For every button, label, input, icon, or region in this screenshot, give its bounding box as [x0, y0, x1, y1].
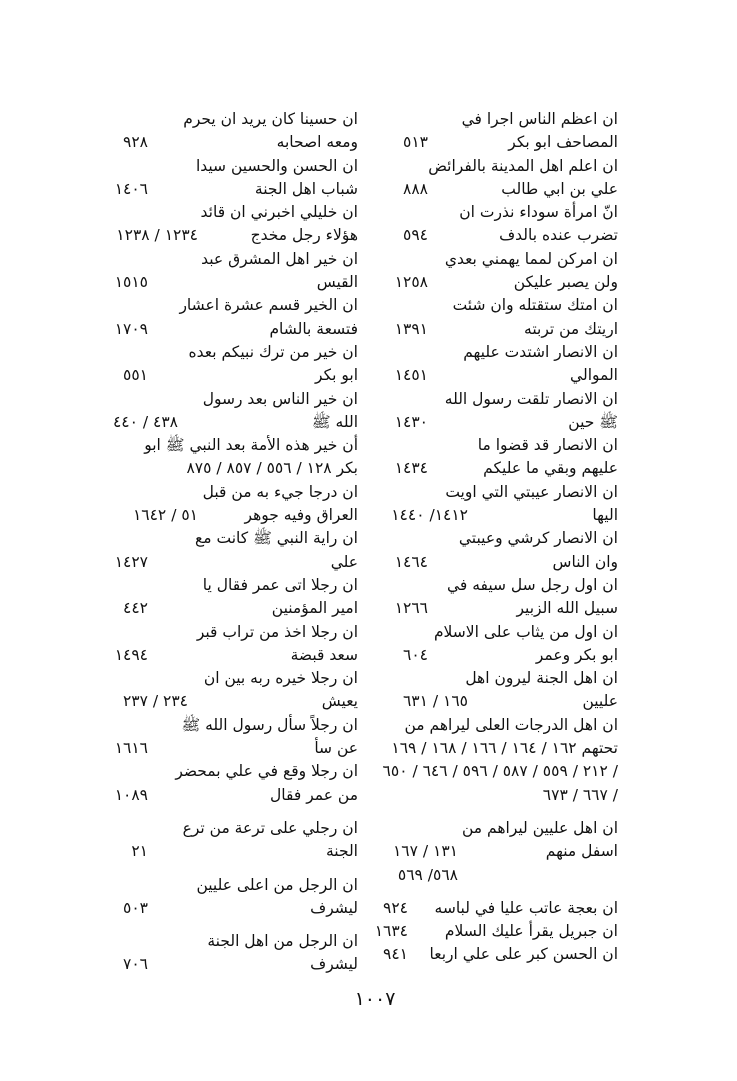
- index-line: [100, 817, 358, 840]
- index-line: [100, 840, 358, 863]
- entry-text: ولن يصبر عليكن: [513, 273, 618, 292]
- index-line: [360, 504, 618, 527]
- index-line: [360, 597, 618, 620]
- entry-text: ان رجلا اخذ من تراب قبر: [196, 622, 358, 641]
- index-line: [100, 784, 358, 807]
- index-line: [360, 667, 618, 690]
- entry-text: امير المؤمنين: [271, 599, 358, 618]
- index-line: [100, 341, 358, 364]
- entry-ref: ٤٣٨ / ٤٤٠: [112, 412, 178, 431]
- entry-text: ليشرف: [310, 955, 358, 974]
- index-line: [100, 201, 358, 224]
- entry-text: ان الانصار قد قضوا ما: [477, 436, 618, 455]
- index-line: [100, 388, 358, 411]
- entry-text: ومعه اصحابه: [276, 133, 358, 152]
- entry-ref: ١٤٠٦: [114, 179, 148, 198]
- entry-text: ان الحسن كبر على علي اربعا: [429, 945, 618, 964]
- entry-text: ان رجلا خيره ربه بين ان: [203, 669, 358, 688]
- entry-text: العراق وفيه جوهر: [244, 506, 358, 525]
- index-line: [360, 737, 618, 760]
- entry-ref: ٩٤١: [383, 945, 408, 964]
- entry-text: ان رجلا اتى عمر فقال يا: [202, 575, 358, 594]
- entry-text: ﷺ حين: [568, 412, 618, 431]
- index-line: [100, 897, 358, 920]
- entry-text: أن خير هذه الأمة بعد النبي ﷺ ابو: [144, 436, 358, 455]
- entry-ref: ١٤٣٤: [394, 459, 428, 478]
- entry-text: ان خير من ترك نبيكم بعده: [188, 342, 358, 361]
- entry-ref: ٤٤٢: [123, 599, 148, 618]
- entry-ref: ١٢٦٦: [394, 599, 428, 618]
- entry-text: ان جبريل يقرأ عليك السلام: [444, 922, 618, 941]
- entry-ref: ١٦٣٤: [374, 922, 408, 941]
- entry-text: سبيل الله الزبير: [516, 599, 618, 618]
- index-line: [360, 224, 618, 247]
- index-line: [100, 930, 358, 953]
- entry-text: علي بن ابي طالب: [501, 179, 618, 198]
- entry-ref: ١٢٣٤ / ١٢٣٨: [116, 226, 198, 245]
- entry-ref: ١٧٠٩: [114, 319, 148, 338]
- index-line: [360, 817, 618, 840]
- entry-text: ان الرجل من اعلى عليين: [196, 875, 358, 894]
- index-column-left: [100, 108, 358, 977]
- entry-text: شباب اهل الجنة: [254, 179, 358, 198]
- entry-text: من عمر فقال: [270, 785, 358, 804]
- index-line: [360, 760, 618, 783]
- index-line: [100, 690, 358, 713]
- entry-ref: ١٤٢٧: [114, 552, 148, 571]
- entry-text: القيس: [316, 273, 358, 292]
- index-line: [360, 457, 618, 480]
- entry-text: تحتهم ١٦٢ / ١٦٤ / ١٦٦ / ١٦٨ / ١٦٩: [391, 739, 618, 758]
- entry-text: ان الانصار تلقت رسول الله: [444, 389, 618, 408]
- index-line: [100, 178, 358, 201]
- entry-ref: ١٣٩١: [394, 319, 428, 338]
- index-line: [100, 551, 358, 574]
- entry-text: تضرب عنده بالدف: [499, 226, 618, 245]
- entry-text: ان اعلم اهل المدينة بالفرائض: [428, 156, 618, 175]
- index-line: [100, 714, 358, 737]
- entry-text: يعيش: [321, 692, 358, 711]
- entry-text: عن سأ: [314, 739, 358, 758]
- entry-ref: ١٣١ / ١٦٧: [392, 842, 458, 861]
- entry-text: ان الانصار اشتدت عليهم: [463, 342, 618, 361]
- index-line: [360, 551, 618, 574]
- entry-ref: ٥٥١: [123, 366, 148, 385]
- entry-text: ان اول رجل سل سيفه في: [446, 575, 618, 594]
- entry-text: ان رجلاً سأل رسول الله ﷺ: [181, 715, 358, 734]
- entry-text: ان حسينا كان يريد ان يحرم: [183, 110, 358, 128]
- index-line: [360, 527, 618, 550]
- entry-text: ان الرجل من اهل الجنة: [207, 932, 358, 951]
- index-line: [100, 527, 358, 550]
- index-line: [360, 411, 618, 434]
- entry-text: ان خليلي اخبرني ان قائد: [200, 203, 358, 222]
- entry-text: ان اعظم الناس اجرا في: [461, 110, 618, 128]
- entry-text: عليهم وبقي ما عليكم: [483, 459, 618, 478]
- entry-ref: ١٦١٦: [114, 739, 148, 758]
- index-line: [100, 318, 358, 341]
- index-line: [360, 318, 618, 341]
- index-line: [360, 840, 618, 863]
- index-line: [100, 457, 358, 480]
- index-line: [100, 434, 358, 457]
- index-line: [360, 271, 618, 294]
- entry-text: ان اهل الدرجات العلى ليراهم من: [404, 715, 618, 734]
- entry-text: ان خير اهل المشرق عبد: [201, 249, 358, 268]
- index-line: [360, 864, 618, 887]
- entry-ref: ١٤٩٤: [114, 645, 148, 664]
- index-line: [360, 364, 618, 387]
- entry-ref: ١٢٥٨: [394, 273, 428, 292]
- index-line: [100, 597, 358, 620]
- entry-text: ان الانصار عيبتي التي اويت: [445, 482, 618, 501]
- entry-text: ان امركن لمما يهمني بعدي: [444, 249, 618, 268]
- entry-ref: ١٥١٥: [114, 273, 148, 292]
- entry-ref: ٥٩٤: [403, 226, 428, 245]
- index-line: [360, 481, 618, 504]
- entry-text: ان اول من يثاب على الاسلام: [433, 622, 618, 641]
- entry-text: ان رجلا وقع في علي بمحضر: [175, 762, 358, 781]
- index-line: [100, 621, 358, 644]
- index-line: [100, 667, 358, 690]
- index-line: [360, 897, 618, 920]
- entry-ref: ٢٣٤ / ٢٣٧: [122, 692, 188, 711]
- entry-ref: ٥١٣: [403, 133, 428, 152]
- index-line: [100, 155, 358, 178]
- index-line: [360, 574, 618, 597]
- index-line: [360, 201, 618, 224]
- entry-ref: ٥٠٣: [123, 898, 148, 917]
- index-line: [360, 108, 618, 131]
- entry-text: ان درجا جيء به من قبل: [202, 482, 358, 501]
- entry-text: / ٢١٢ / ٥٥٩ / ٥٨٧ / ٥٩٦ / ٦٤٦ / ٦٥٠: [382, 762, 618, 781]
- entry-ref: ١٤٥١: [394, 366, 428, 385]
- entry-text: الجنة: [325, 842, 358, 861]
- index-line: [100, 644, 358, 667]
- entry-text: ابو بكر: [315, 366, 358, 385]
- index-line: [100, 574, 358, 597]
- index-line: [100, 248, 358, 271]
- index-line: [100, 504, 358, 527]
- index-line: [360, 178, 618, 201]
- entry-ref: ٥١ / ١٦٤٢: [132, 506, 198, 525]
- index-line: [100, 224, 358, 247]
- page-number: ١٠٠٧: [354, 988, 396, 1010]
- index-line: [360, 943, 618, 966]
- index-line: [100, 737, 358, 760]
- index-line: [360, 155, 618, 178]
- index-line: [360, 784, 618, 807]
- entry-text: ليشرف: [310, 898, 358, 917]
- index-line: [100, 108, 358, 131]
- entry-text: ان رجلي على ترعة من ترع: [182, 818, 358, 837]
- entry-text: سعد قبضة: [290, 645, 358, 664]
- entry-text: / ٦٦٧ / ٦٧٣: [542, 785, 618, 804]
- entry-text: هؤلاء رجل مخدج: [250, 226, 358, 245]
- entry-text: اليها: [592, 506, 618, 525]
- entry-text: الله ﷺ: [311, 412, 358, 431]
- index-line: [360, 920, 618, 943]
- entry-text: ان اهل الجنة ليرون اهل: [465, 669, 618, 688]
- entry-ref: ١٤٣٠: [394, 412, 428, 431]
- index-line: [100, 294, 358, 317]
- entry-text: ان الحسن والحسين سيدا: [195, 156, 358, 175]
- entry-ref: ١٠٨٩: [114, 785, 148, 804]
- entry-ref: ٩٢٨: [123, 133, 148, 152]
- entry-text: المصاحف ابو بكر: [508, 133, 618, 152]
- index-line: [100, 874, 358, 897]
- entry-text: عليين: [582, 692, 618, 711]
- index-line: [360, 388, 618, 411]
- index-line: [360, 131, 618, 154]
- index-line: [100, 411, 358, 434]
- index-line: [100, 271, 358, 294]
- entry-text: ان راية النبي ﷺ كانت مع: [195, 529, 358, 548]
- entry-text: الموالي: [570, 366, 618, 385]
- index-line: [360, 434, 618, 457]
- entry-text: ان اهل عليين ليراهم من: [462, 818, 618, 837]
- entry-ref: ١٤٦٤: [394, 552, 428, 571]
- entry-ref: ٢١: [131, 842, 148, 861]
- entry-ref: ٧٠٦: [123, 955, 148, 974]
- entry-text: ان الانصار كرشي وعيبتي: [458, 529, 618, 548]
- index-line: [360, 621, 618, 644]
- index-line: [100, 760, 358, 783]
- index-line: [360, 644, 618, 667]
- entry-text: اسفل منهم: [545, 842, 618, 861]
- index-line: [360, 341, 618, 364]
- index-line: [100, 953, 358, 976]
- index-line: [360, 690, 618, 713]
- entry-ref: ٩٢٤: [383, 898, 408, 917]
- index-line: [100, 131, 358, 154]
- entry-ref: ١٤١٢/ ١٤٤٠: [391, 506, 468, 525]
- entry-ref: ٨٨٨: [403, 179, 428, 198]
- entry-text: ان خير الناس بعد رسول: [202, 389, 358, 408]
- index-line: [360, 714, 618, 737]
- entry-text: اريتك من تربته: [524, 319, 618, 338]
- index-column-right: [360, 108, 618, 967]
- entry-ref: ١٦٥ / ٦٣١: [402, 692, 468, 711]
- entry-text: ان امتك ستقتله وان شئت: [452, 296, 618, 315]
- index-line: [100, 364, 358, 387]
- entry-text: ابو بكر وعمر: [535, 645, 618, 664]
- index-line: [360, 294, 618, 317]
- entry-ref: ٦٠٤: [403, 645, 428, 664]
- entry-text: انّ امرأة سوداء نذرت ان: [459, 203, 618, 222]
- entry-text: ان بعجة عاتب عليا في لباسه: [434, 898, 618, 917]
- entry-ref: ٥٦٨/ ٥٦٩: [397, 865, 458, 884]
- index-line: [100, 481, 358, 504]
- entry-text: ان الخير قسم عشرة اعشار: [179, 296, 358, 315]
- index-line: [360, 248, 618, 271]
- entry-text: وان الناس: [552, 552, 618, 571]
- entry-text: بكر ١٢٨ / ٥٥٦ / ٨٥٧ / ٨٧٥: [186, 459, 358, 478]
- entry-text: فتسعة بالشام: [269, 319, 358, 338]
- entry-text: علي: [330, 552, 358, 571]
